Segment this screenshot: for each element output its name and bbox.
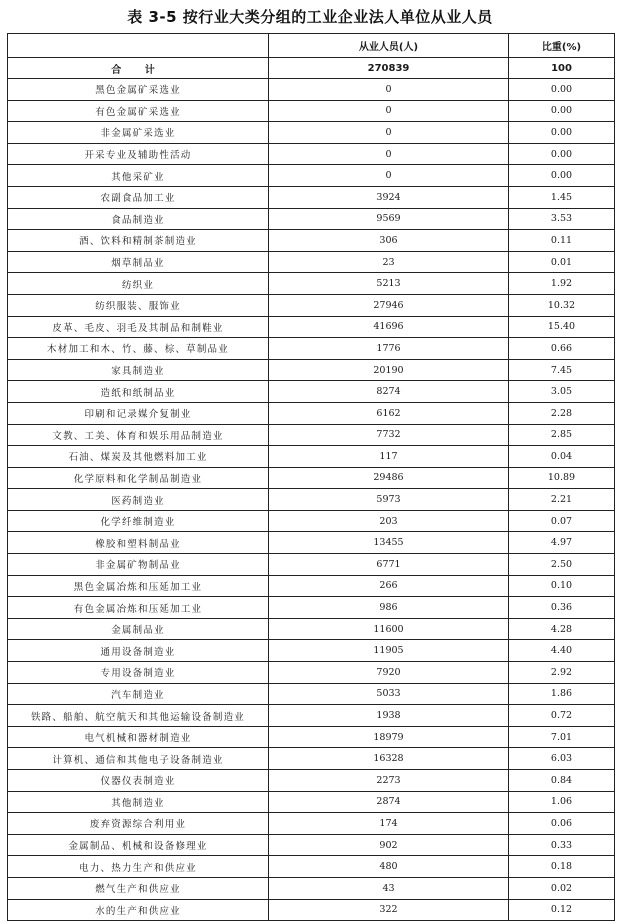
industry-name-cell: 其他制造业 [8, 791, 269, 813]
employees-cell: 5213 [269, 273, 509, 295]
table-row [8, 273, 615, 295]
industry-name-cell: 电气机械和器材制造业 [8, 726, 269, 748]
employees-cell: 306 [269, 230, 509, 252]
industry-name-cell: 酒、饮料和精制茶制造业 [8, 230, 269, 252]
industry-name-cell: 家具制造业 [8, 359, 269, 381]
table-header-row [8, 34, 615, 58]
industry-name-cell: 皮革、毛皮、羽毛及其制品和制鞋业 [8, 316, 269, 338]
industry-name-cell: 非金属矿采选业 [8, 122, 269, 144]
share-cell: 0.11 [509, 230, 615, 252]
table-row [8, 770, 615, 792]
share-cell: 0.07 [509, 510, 615, 532]
table-row [8, 834, 615, 856]
share-cell: 7.45 [509, 359, 615, 381]
employees-cell: 23 [269, 251, 509, 273]
table-row [8, 554, 615, 576]
industry-name-cell: 计算机、通信和其他电子设备制造业 [8, 748, 269, 770]
employees-cell: 0 [269, 122, 509, 144]
share-cell: 0.02 [509, 877, 615, 899]
share-cell: 2.50 [509, 554, 615, 576]
employees-cell: 1776 [269, 338, 509, 360]
table-row [8, 100, 615, 122]
table-row [8, 208, 615, 230]
table-row [8, 402, 615, 424]
share-cell: 4.40 [509, 640, 615, 662]
industry-name-cell: 烟草制品业 [8, 251, 269, 273]
employees-cell: 41696 [269, 316, 509, 338]
employees-cell: 16328 [269, 748, 509, 770]
share-cell: 0.01 [509, 251, 615, 273]
total-employees: 270839 [269, 58, 509, 79]
share-cell: 0.00 [509, 165, 615, 187]
employees-cell: 5973 [269, 489, 509, 511]
share-cell: 0.06 [509, 813, 615, 835]
employees-cell: 986 [269, 597, 509, 619]
table-row [8, 79, 615, 101]
table-row [8, 662, 615, 684]
table-row [8, 510, 615, 532]
industry-name-cell: 废弃资源综合利用业 [8, 813, 269, 835]
share-cell: 0.18 [509, 856, 615, 878]
table-row [8, 899, 615, 921]
industry-name-cell: 文教、工美、体育和娱乐用品制造业 [8, 424, 269, 446]
table-row [8, 532, 615, 554]
table-row [8, 467, 615, 489]
industry-name-cell: 食品制造业 [8, 208, 269, 230]
column-header-industry [8, 34, 269, 58]
table-row [8, 381, 615, 403]
table-row [8, 294, 615, 316]
table-row [8, 726, 615, 748]
table-row [8, 856, 615, 878]
share-cell: 2.28 [509, 402, 615, 424]
employees-cell: 1938 [269, 705, 509, 727]
share-cell: 0.04 [509, 446, 615, 468]
employees-cell: 174 [269, 813, 509, 835]
table-row [8, 165, 615, 187]
industry-name-cell: 印刷和记录媒介复制业 [8, 402, 269, 424]
table-row [8, 424, 615, 446]
table-row [8, 316, 615, 338]
share-cell: 0.00 [509, 100, 615, 122]
employees-cell: 2273 [269, 770, 509, 792]
industry-name-cell: 石油、煤炭及其他燃料加工业 [8, 446, 269, 468]
data-table [7, 33, 615, 921]
share-cell: 10.89 [509, 467, 615, 489]
share-cell: 0.36 [509, 597, 615, 619]
industry-name-cell: 开采专业及辅助性活动 [8, 143, 269, 165]
employees-cell: 322 [269, 899, 509, 921]
table-row [8, 683, 615, 705]
share-cell: 3.05 [509, 381, 615, 403]
table-row [8, 143, 615, 165]
share-cell: 0.72 [509, 705, 615, 727]
column-header-share: 比重(%) [509, 34, 615, 58]
industry-name-cell: 化学原料和化学制品制造业 [8, 467, 269, 489]
table-row [8, 640, 615, 662]
employees-cell: 902 [269, 834, 509, 856]
share-cell: 2.21 [509, 489, 615, 511]
industry-name-cell: 金属制品、机械和设备修理业 [8, 834, 269, 856]
employees-cell: 0 [269, 79, 509, 101]
share-cell: 6.03 [509, 748, 615, 770]
share-cell: 1.92 [509, 273, 615, 295]
total-share: 100 [509, 58, 615, 79]
employees-cell: 20190 [269, 359, 509, 381]
table-row [8, 230, 615, 252]
employees-cell: 480 [269, 856, 509, 878]
share-cell: 2.85 [509, 424, 615, 446]
table-row [8, 575, 615, 597]
share-cell: 0.00 [509, 143, 615, 165]
industry-name-cell: 有色金属矿采选业 [8, 100, 269, 122]
employees-cell: 13455 [269, 532, 509, 554]
industry-name-cell: 燃气生产和供应业 [8, 877, 269, 899]
employees-cell: 27946 [269, 294, 509, 316]
industry-name-cell: 黑色金属矿采选业 [8, 79, 269, 101]
employees-cell: 7732 [269, 424, 509, 446]
employees-cell: 0 [269, 100, 509, 122]
employees-cell: 6771 [269, 554, 509, 576]
table-row [8, 597, 615, 619]
table-row [8, 618, 615, 640]
employees-cell: 2874 [269, 791, 509, 813]
share-cell: 1.06 [509, 791, 615, 813]
employees-cell: 5033 [269, 683, 509, 705]
table-row [8, 705, 615, 727]
table-row [8, 122, 615, 144]
industry-name-cell: 纺织业 [8, 273, 269, 295]
industry-name-cell: 铁路、船舶、航空航天和其他运输设备制造业 [8, 705, 269, 727]
employees-cell: 8274 [269, 381, 509, 403]
employees-cell: 9569 [269, 208, 509, 230]
share-cell: 0.10 [509, 575, 615, 597]
table-row [8, 877, 615, 899]
industry-name-cell: 有色金属冶炼和压延加工业 [8, 597, 269, 619]
employees-cell: 0 [269, 165, 509, 187]
table-row [8, 446, 615, 468]
industry-name-cell: 造纸和纸制品业 [8, 381, 269, 403]
employees-cell: 203 [269, 510, 509, 532]
table-row [8, 489, 615, 511]
employees-cell: 6162 [269, 402, 509, 424]
share-cell: 3.53 [509, 208, 615, 230]
industry-name-cell: 通用设备制造业 [8, 640, 269, 662]
total-label: 合 计 [8, 58, 269, 79]
share-cell: 1.86 [509, 683, 615, 705]
table-row [8, 338, 615, 360]
employees-cell: 266 [269, 575, 509, 597]
share-cell: 0.66 [509, 338, 615, 360]
industry-name-cell: 农副食品加工业 [8, 186, 269, 208]
share-cell: 1.45 [509, 186, 615, 208]
employees-cell: 11905 [269, 640, 509, 662]
employees-cell: 7920 [269, 662, 509, 684]
column-header-employees: 从业人员(人) [269, 34, 509, 58]
table-row [8, 791, 615, 813]
table-row [8, 251, 615, 273]
employees-cell: 117 [269, 446, 509, 468]
industry-name-cell: 木材加工和木、竹、藤、棕、草制品业 [8, 338, 269, 360]
page-title: 表 3-5 按行业大类分组的工业企业法人单位从业人员 [127, 8, 493, 26]
table-row [8, 748, 615, 770]
share-cell: 4.28 [509, 618, 615, 640]
industry-name-cell: 仪器仪表制造业 [8, 770, 269, 792]
share-cell: 15.40 [509, 316, 615, 338]
industry-name-cell: 黑色金属冶炼和压延加工业 [8, 575, 269, 597]
industry-name-cell: 专用设备制造业 [8, 662, 269, 684]
industry-name-cell: 橡胶和塑料制品业 [8, 532, 269, 554]
industry-name-cell: 汽车制造业 [8, 683, 269, 705]
table-body [8, 58, 615, 921]
share-cell: 10.32 [509, 294, 615, 316]
employees-cell: 11600 [269, 618, 509, 640]
share-cell: 0.33 [509, 834, 615, 856]
industry-name-cell: 化学纤维制造业 [8, 510, 269, 532]
industry-name-cell: 非金属矿物制品业 [8, 554, 269, 576]
industry-name-cell: 其他采矿业 [8, 165, 269, 187]
employees-cell: 43 [269, 877, 509, 899]
industry-name-cell: 纺织服装、服饰业 [8, 294, 269, 316]
share-cell: 7.01 [509, 726, 615, 748]
table-row [8, 359, 615, 381]
share-cell: 4.97 [509, 532, 615, 554]
table-row [8, 186, 615, 208]
total-row [8, 58, 615, 79]
employees-cell: 29486 [269, 467, 509, 489]
share-cell: 0.12 [509, 899, 615, 921]
industry-name-cell: 电力、热力生产和供应业 [8, 856, 269, 878]
industry-name-cell: 医药制造业 [8, 489, 269, 511]
table-row [8, 813, 615, 835]
share-cell: 0.00 [509, 79, 615, 101]
share-cell: 2.92 [509, 662, 615, 684]
industry-name-cell: 水的生产和供应业 [8, 899, 269, 921]
employees-cell: 18979 [269, 726, 509, 748]
industry-name-cell: 金属制品业 [8, 618, 269, 640]
share-cell: 0.84 [509, 770, 615, 792]
employees-cell: 0 [269, 143, 509, 165]
employees-cell: 3924 [269, 186, 509, 208]
share-cell: 0.00 [509, 122, 615, 144]
